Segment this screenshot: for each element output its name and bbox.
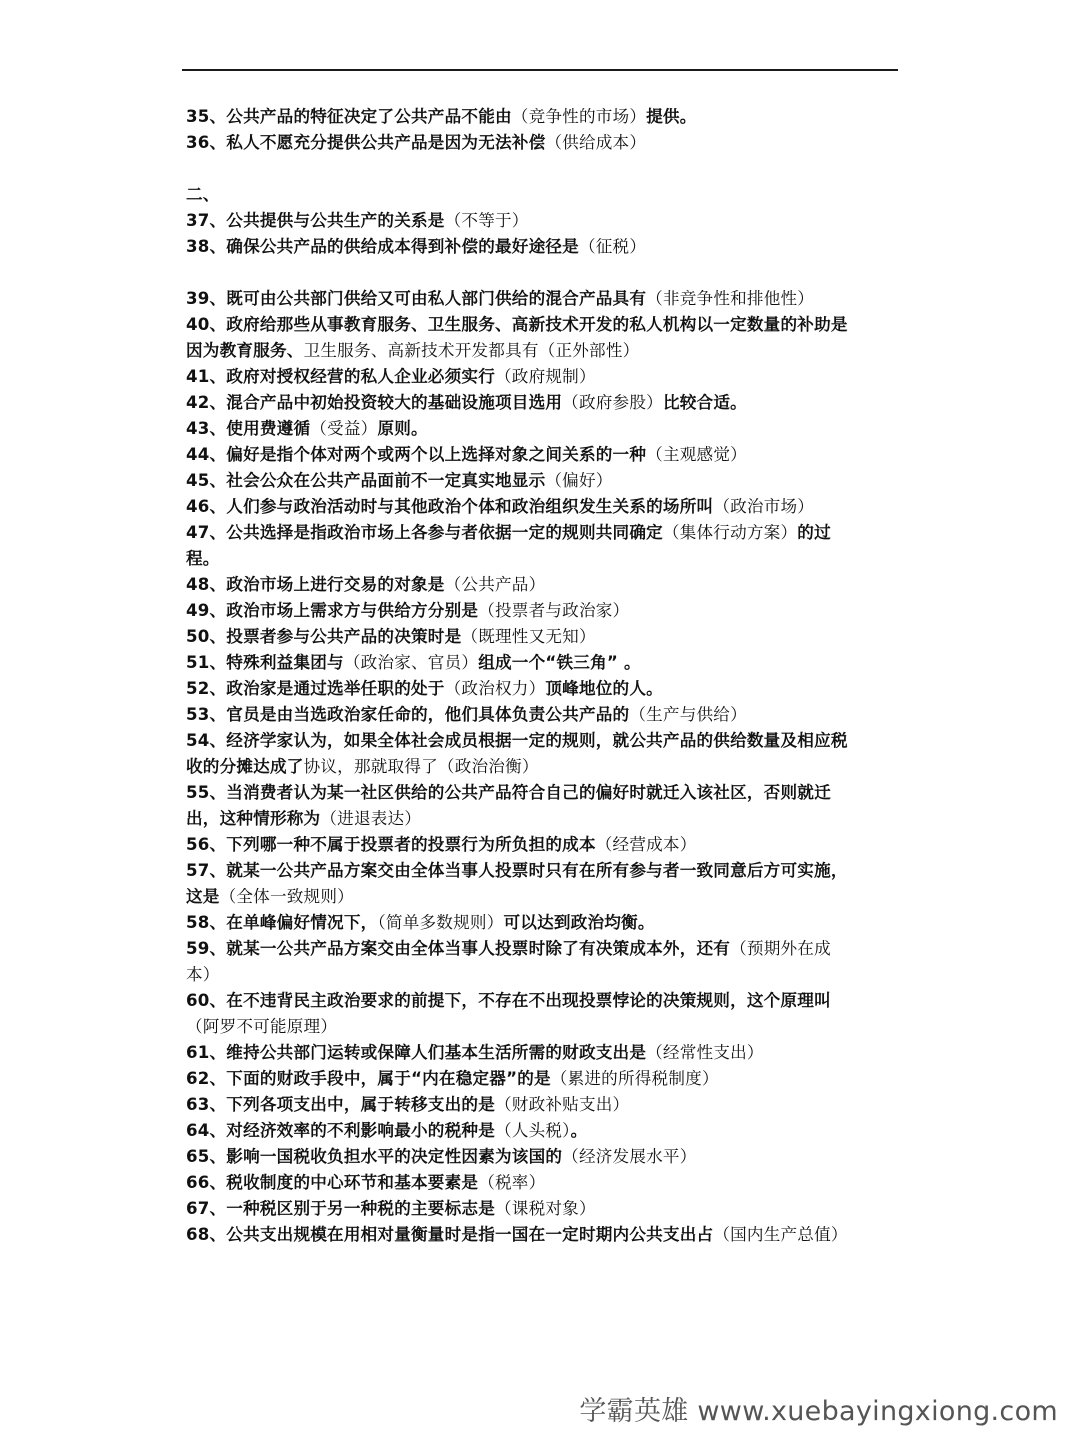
question-text: 39、既可由公共部门供给又可由私人部门供给的混合产品具有 xyxy=(186,289,647,308)
question-text: 37、公共提供与公共生产的关系是 xyxy=(186,211,445,230)
question-text: 55、当消费者认为某一社区供给的公共产品符合自己的偏好时就迁入该社区，否则就迁 xyxy=(186,783,831,802)
answer-text: （累进的所得税制度） xyxy=(550,1069,719,1088)
question-text: 57、就某一公共产品方案交由全体当事人投票时只有在所有参与者一致同意后方可实施， xyxy=(186,861,848,880)
question-text: 56、下列哪一种不属于投票者的投票行为所负担的成本 xyxy=(186,835,596,854)
answer-text: （非竞争性和排他性） xyxy=(646,289,815,308)
question-line xyxy=(186,858,898,884)
answer-text: （不等于） xyxy=(444,211,529,230)
question-text: 35、公共产品的特征决定了公共产品不能由 xyxy=(186,107,512,126)
question-line xyxy=(186,780,898,806)
question-text: 36、私人不愿充分提供公共产品是因为无法补偿 xyxy=(186,133,546,152)
question-text: 42、混合产品中初始投资较大的基础设施项目选用 xyxy=(186,393,563,412)
question-text: 52、政治家是通过选举任职的处于 xyxy=(186,679,445,698)
question-text: 67、一种税区别于另一种税的主要标志是 xyxy=(186,1199,495,1218)
question-line xyxy=(186,1066,898,1092)
answer-text: （投票者与政治家） xyxy=(478,601,630,620)
question-line xyxy=(186,1222,898,1248)
question-line xyxy=(186,1118,898,1144)
question-text: 62、下面的财政手段中，属于“内在稳定器”的是 xyxy=(186,1069,551,1088)
question-line xyxy=(186,416,898,442)
question-line xyxy=(186,442,898,468)
question-line xyxy=(186,1014,898,1040)
trailing-text: 提供。 xyxy=(646,107,697,126)
answer-text: （阿罗不可能原理） xyxy=(186,1017,338,1036)
answer-text: （简单多数规则） xyxy=(377,913,504,932)
question-text: 64、对经济效率的不利影响最小的税种是 xyxy=(186,1121,495,1140)
question-text: 50、投票者参与公共产品的决策时是 xyxy=(186,627,462,646)
question-text: 38、确保公共产品的供给成本得到补偿的最好途径是 xyxy=(186,237,579,256)
answer-text: （预期外在成 xyxy=(730,939,831,958)
question-line xyxy=(186,598,898,624)
question-text: 54、经济学家认为，如果全体社会成员根据一定的规则，就公共产品的供给数量及相应税 xyxy=(186,731,848,750)
answer-text: （政治市场） xyxy=(713,497,815,516)
answer-text: （生产与供给） xyxy=(629,705,747,724)
question-line xyxy=(186,1040,898,1066)
question-text: 40、政府给那些从事教育服务、卫生服务、高新技术开发的私人机构以一定数量的补助是 xyxy=(186,315,848,334)
question-line xyxy=(186,702,898,728)
question-text: 60、在不违背民主政治要求的前提下，不存在不出现投票悖论的决策规则，这个原理叫 xyxy=(186,991,831,1010)
question-line xyxy=(186,988,898,1014)
question-text: 43、使用费遵循 xyxy=(186,419,311,438)
answer-text: （公共产品） xyxy=(444,575,546,594)
question-line xyxy=(186,936,898,962)
header-rule xyxy=(182,69,898,71)
question-line xyxy=(186,962,898,988)
question-line xyxy=(186,1170,898,1196)
question-text: 58、在单峰偏好情况下， xyxy=(186,913,378,932)
trailing-text: 可以达到政治均衡。 xyxy=(503,913,655,932)
answer-text: （经常性支出） xyxy=(646,1043,764,1062)
question-line xyxy=(186,468,898,494)
question-text: 49、政治市场上需求方与供给方分别是 xyxy=(186,601,479,620)
question-text: 因为教育服务、 xyxy=(186,341,304,360)
question-text: 二、 xyxy=(186,185,220,204)
question-line xyxy=(186,884,898,910)
question-line xyxy=(186,624,898,650)
answer-text: （政府参股） xyxy=(562,393,663,412)
trailing-text: 顶峰地位的人。 xyxy=(545,679,663,698)
question-line xyxy=(186,1144,898,1170)
question-line xyxy=(186,1092,898,1118)
question-text: 46、人们参与政治活动时与其他政治个体和政治组织发生关系的场所叫 xyxy=(186,497,714,516)
question-text: 出，这种情形称为 xyxy=(186,809,321,828)
blank-line xyxy=(186,156,898,182)
question-text: 41、政府对授权经营的私人企业必须实行 xyxy=(186,367,495,386)
answer-text: （受益） xyxy=(310,419,378,438)
question-line xyxy=(186,546,898,572)
question-line xyxy=(186,130,898,156)
question-line xyxy=(186,754,898,780)
question-line xyxy=(186,650,898,676)
answer-text: （税率） xyxy=(478,1173,546,1192)
question-line xyxy=(186,1196,898,1222)
trailing-text: 组成一个“铁三角” 。 xyxy=(478,653,641,672)
question-line xyxy=(186,338,898,364)
question-line xyxy=(186,182,898,208)
question-line xyxy=(186,364,898,390)
question-line xyxy=(186,104,898,130)
question-text: 44、偏好是指个体对两个或两个以上选择对象之间关系的一种 xyxy=(186,445,647,464)
answer-text: （既理性又无知） xyxy=(461,627,596,646)
answer-text: （集体行动方案） xyxy=(662,523,798,542)
answer-text: （政治家、官员） xyxy=(343,653,479,672)
answer-text: （供给成本） xyxy=(545,133,647,152)
question-text: 53、官员是由当选政治家任命的，他们具体负责公共产品的 xyxy=(186,705,630,724)
question-text: 68、公共支出规模在用相对量衡量时是指一国在一定时期内公共支出占 xyxy=(186,1225,714,1244)
question-line xyxy=(186,728,898,754)
question-text: 51、特殊利益集团与 xyxy=(186,653,344,672)
question-list xyxy=(186,104,898,1248)
question-text: 61、维持公共部门运转或保障人们基本生活所需的财政支出是 xyxy=(186,1043,647,1062)
answer-text: （经济发展水平） xyxy=(562,1147,697,1166)
answer-text: （政府规制） xyxy=(495,367,596,386)
question-line xyxy=(186,286,898,312)
answer-text: （经营成本） xyxy=(595,835,697,854)
question-line xyxy=(186,832,898,858)
answer-text: 卫生服务、高新技术开发都具有（正外部性） xyxy=(303,341,640,360)
question-line xyxy=(186,312,898,338)
site-watermark: 学霸英雄 www.xuebayingxiong.com xyxy=(579,1396,1058,1427)
blank-line xyxy=(186,260,898,286)
question-text: 47、公共选择是指政治市场上各参与者依据一定的规则共同确定 xyxy=(186,523,663,542)
answer-text: （主观感觉） xyxy=(646,445,747,464)
answer-text: （征税） xyxy=(578,237,647,256)
trailing-text: 原则。 xyxy=(377,419,428,438)
question-line xyxy=(186,494,898,520)
question-line xyxy=(186,572,898,598)
question-line xyxy=(186,208,898,234)
question-text: 66、税收制度的中心环节和基本要素是 xyxy=(186,1173,479,1192)
answer-text: （课税对象） xyxy=(495,1199,596,1218)
answer-text: （人头税） xyxy=(495,1121,571,1140)
answer-text: （进退表达） xyxy=(320,809,422,828)
question-text: 63、下列各项支出中，属于转移支出的是 xyxy=(186,1095,495,1114)
trailing-text: 。 xyxy=(570,1121,588,1140)
question-line xyxy=(186,234,898,260)
answer-text: 本） xyxy=(186,965,220,984)
question-text: 48、政治市场上进行交易的对象是 xyxy=(186,575,445,594)
question-line xyxy=(186,910,898,936)
trailing-text: 比较合适。 xyxy=(662,393,747,412)
answer-text: （国内生产总值） xyxy=(713,1225,848,1244)
question-text: 程。 xyxy=(186,549,220,568)
question-text: 收的分摊达成了 xyxy=(186,757,304,776)
answer-text: （政治权力） xyxy=(444,679,546,698)
answer-text: （竞争性的市场） xyxy=(511,107,647,126)
question-line xyxy=(186,520,898,546)
answer-text: （全体一致规则） xyxy=(219,887,354,906)
answer-text: （偏好） xyxy=(545,471,613,490)
question-line xyxy=(186,676,898,702)
question-text: 59、就某一公共产品方案交由全体当事人投票时除了有决策成本外，还有 xyxy=(186,939,731,958)
trailing-text: 的过 xyxy=(797,523,831,542)
question-text: 65、影响一国税收负担水平的决定性因素为该国的 xyxy=(186,1147,563,1166)
question-text: 45、社会公众在公共产品面前不一定真实地显示 xyxy=(186,471,546,490)
answer-text: （财政补贴支出） xyxy=(495,1095,630,1114)
answer-text: 协议，那就取得了（政治治衡） xyxy=(303,757,539,776)
question-line xyxy=(186,390,898,416)
question-line xyxy=(186,806,898,832)
question-text: 这是 xyxy=(186,887,220,906)
